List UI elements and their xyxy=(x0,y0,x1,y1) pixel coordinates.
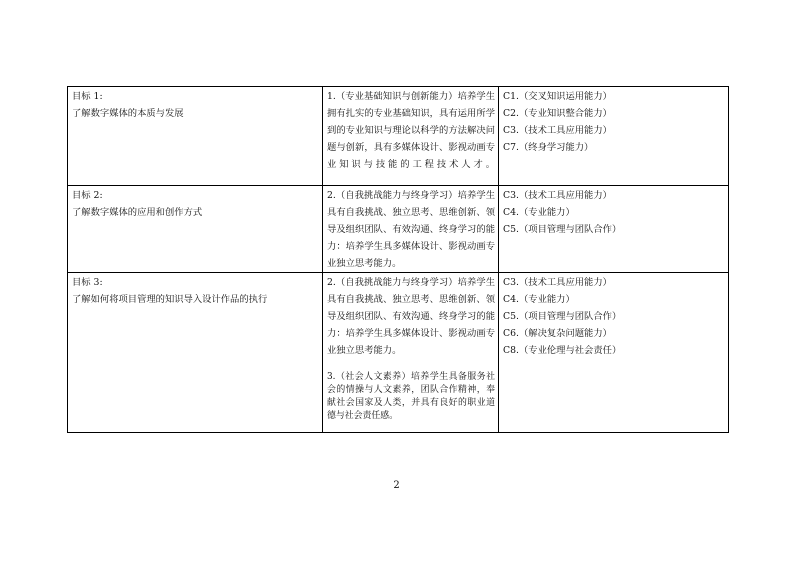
ability-code: C3.（技术工具应用能力） xyxy=(503,277,612,288)
goal-cell xyxy=(68,273,323,433)
ability-code: C3.（技术工具应用能力） xyxy=(503,190,612,201)
ability-paragraph: 2.（自我挑战能力与终身学习）培养学生具有自我挑战、独立思考、思维创新、领导及组织团队、有效沟通、终身学习的能力：培养学生具多媒体设计、影视动画专业独立思考能力。 xyxy=(327,277,495,356)
goal-label: 目标 1: xyxy=(72,91,103,102)
ability-paragraph: 3.（社会人文素养）培养学生具备服务社会的情操与人文素养，团队合作精神，奉献社会国家及人类，并具有良好的职业道德与社会责任感。 xyxy=(327,372,495,421)
ability-code: C4.（专业能力） xyxy=(503,294,575,305)
table-row xyxy=(68,87,729,186)
ability-code: C3.（技术工具应用能力） xyxy=(503,125,612,136)
ability-code: C7.（终身学习能力） xyxy=(503,142,594,153)
code-cell xyxy=(499,186,729,273)
ability-code: C1.（交叉知识运用能力） xyxy=(503,91,612,102)
goal-description: 了解数字媒体的应用和创作方式 xyxy=(72,207,203,218)
goal-cell xyxy=(68,186,323,273)
ability-code: C8.（专业伦理与社会责任） xyxy=(503,345,622,356)
goal-description: 了解数字媒体的本质与发展 xyxy=(72,108,184,119)
ability-code: C6.（解决复杂问题能力） xyxy=(503,328,612,339)
ability-code: C4.（专业能力） xyxy=(503,207,575,218)
ability-cell xyxy=(323,186,499,273)
code-cell xyxy=(499,87,729,186)
ability-cell xyxy=(323,87,499,186)
goal-label: 目标 2: xyxy=(72,190,103,201)
ability-code: C2.（专业知识整合能力） xyxy=(503,108,612,119)
goal-description: 了解如何将项目管理的知识导入设计作品的执行 xyxy=(72,294,268,305)
goal-label: 目标 3: xyxy=(72,277,103,288)
course-objectives-table xyxy=(67,86,729,433)
ability-paragraph: 2.（自我挑战能力与终身学习）培养学生具有自我挑战、独立思考、思维创新、领导及组织团队、有效沟通、终身学习的能力：培养学生具多媒体设计、影视动画专业独立思考能力。 xyxy=(327,190,495,269)
code-cell xyxy=(499,273,729,433)
ability-code: C5.（项目管理与团队合作） xyxy=(503,311,622,322)
goal-cell xyxy=(68,87,323,186)
ability-paragraph: 1.（专业基础知识与创新能力）培养学生拥有扎实的专业基础知识，具有运用所学到的专业知识与理论以科学的方法解决问题与创新，具有多媒体设计、影视动画专业知识与技能的工程技术人才。 xyxy=(327,91,495,170)
table-row xyxy=(68,273,729,433)
ability-cell xyxy=(323,273,499,433)
page-number: 2 xyxy=(393,480,400,491)
table-row xyxy=(68,186,729,273)
ability-code: C5.（项目管理与团队合作） xyxy=(503,224,622,235)
